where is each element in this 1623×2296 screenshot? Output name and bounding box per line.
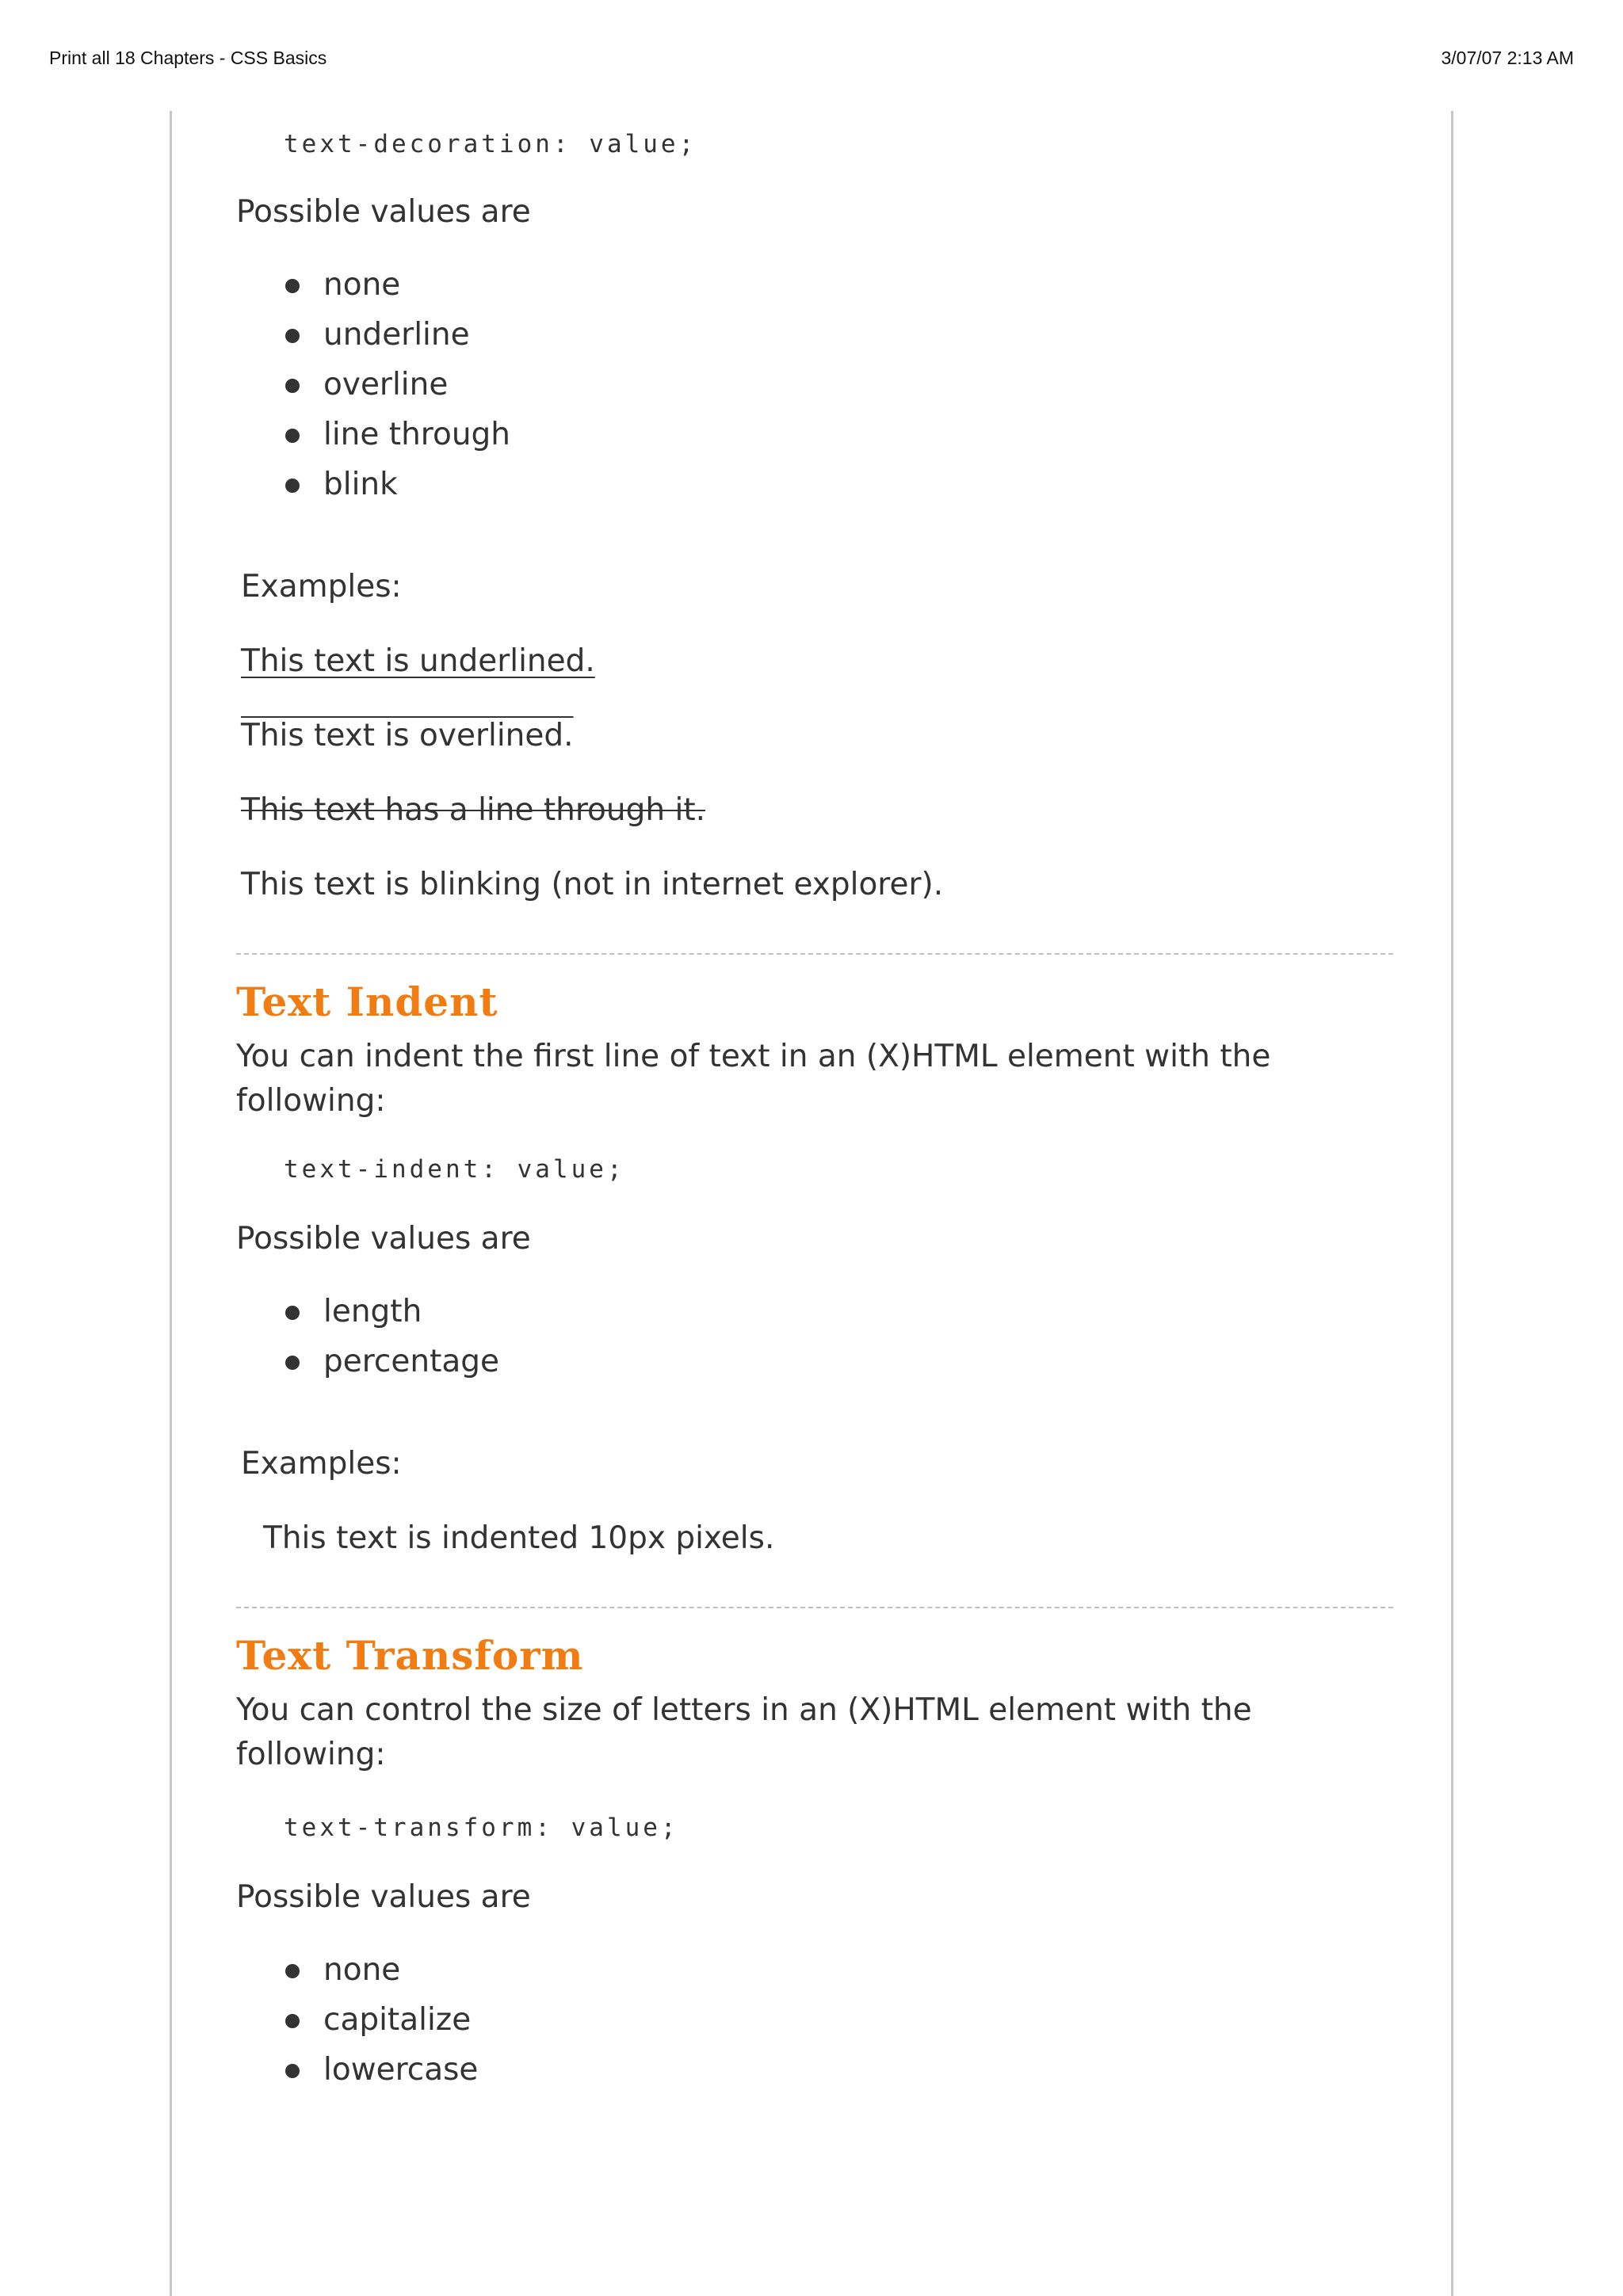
transform-intro-line2: following: [236, 1737, 386, 1772]
list-item: length [285, 1287, 1393, 1337]
list-item: none [285, 260, 1393, 310]
bullet-icon [285, 479, 300, 493]
list-item: none [285, 1945, 1393, 1995]
decoration-values-intro: Possible values are [236, 194, 531, 230]
example-overlined: This text is overlined. [241, 718, 574, 753]
code-text-indent: text-indent: value; [284, 1155, 625, 1184]
bullet-icon [285, 1964, 300, 1978]
bullet-icon [285, 329, 300, 343]
code-text-decoration: text-decoration: value; [284, 130, 697, 158]
print-timestamp: 3/07/07 2:13 AM [1441, 48, 1574, 68]
bullet-icon [285, 379, 300, 393]
bullet-icon [285, 279, 300, 293]
list-item: percentage [285, 1337, 1393, 1386]
print-title: Print all 18 Chapters - CSS Basics [49, 48, 327, 68]
transform-values-list [285, 1945, 1393, 2095]
bullet-icon [285, 429, 300, 443]
section-title-text-indent: Text Indent [236, 978, 498, 1025]
indent-intro-line1: You can indent the first line of text in an (X)HTML element with the [236, 1039, 1271, 1074]
bullet-icon [285, 2014, 300, 2028]
decoration-values-list [285, 260, 1393, 509]
example-indented: This text is indented 10px pixels. [263, 1520, 775, 1556]
list-item: overline [285, 360, 1393, 410]
list-item: line through [285, 410, 1393, 460]
list-item: capitalize [285, 1995, 1393, 2045]
bullet-icon [285, 2064, 300, 2078]
decoration-examples-label: Examples: [241, 569, 402, 605]
transform-intro-line1: You can control the size of letters in an (X)HTML element with the [236, 1692, 1252, 1728]
indent-examples-label: Examples: [241, 1446, 402, 1482]
example-blinking: This text is blinking (not in internet explorer). [241, 867, 944, 902]
code-text-transform: text-transform: value; [284, 1814, 679, 1842]
example-line-through: This text has a line through it. [241, 792, 706, 828]
indent-values-intro: Possible values are [236, 1221, 531, 1257]
list-item: blink [285, 460, 1393, 509]
indent-values-list [285, 1287, 1393, 1386]
list-item: lowercase [285, 2045, 1393, 2095]
list-item: underline [285, 310, 1393, 360]
bullet-icon [285, 1356, 300, 1370]
section-title-text-transform: Text Transform [236, 1632, 584, 1679]
page-content [236, 111, 1393, 2095]
example-underlined: This text is underlined. [241, 643, 595, 679]
bullet-icon [285, 1306, 300, 1320]
transform-values-intro: Possible values are [236, 1879, 531, 1915]
print-header [0, 0, 1623, 111]
indent-intro-line2: following: [236, 1083, 386, 1119]
